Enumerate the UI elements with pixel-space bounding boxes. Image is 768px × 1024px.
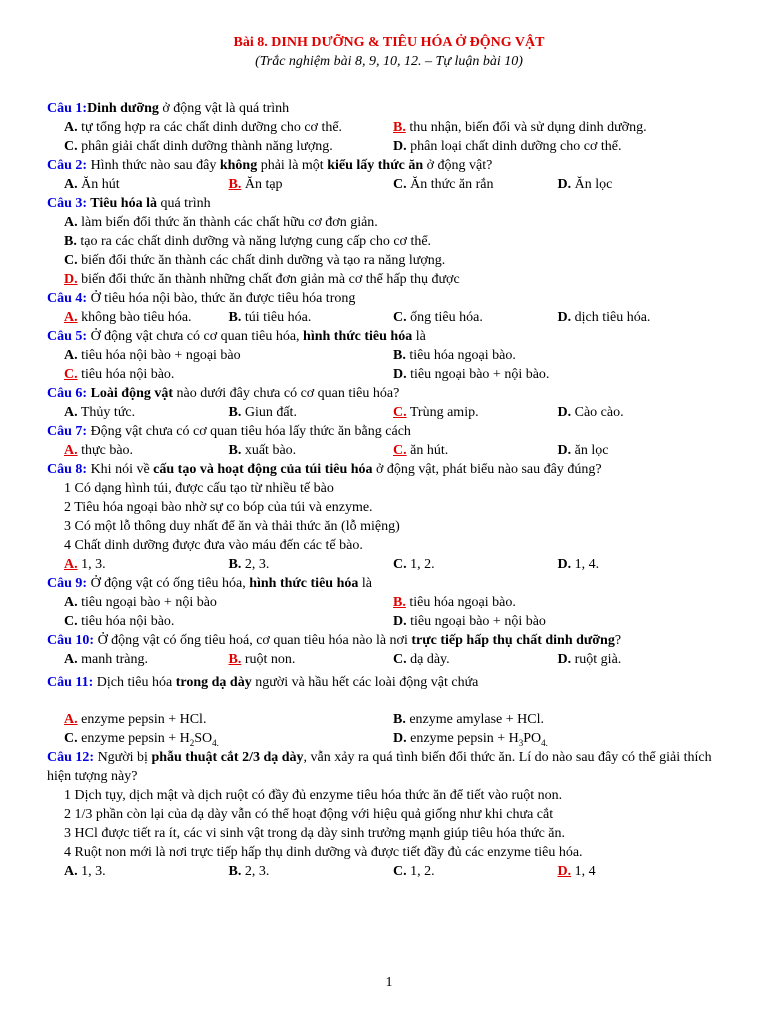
answer-text: làm biến đổi thức ăn thành các chất hữu cơ đơn giản. [77, 215, 378, 230]
answer-letter: C. [64, 614, 78, 629]
question-text [47, 99, 737, 118]
subscript: 3 [518, 737, 524, 748]
answer-letter-correct: D. [557, 864, 572, 879]
question-text [47, 748, 737, 786]
question-fragment: ở động vật là quá trình [158, 101, 290, 116]
question-label: Câu 5: [47, 329, 88, 344]
answer-text: Trùng amip. [406, 405, 479, 420]
question-block [47, 631, 737, 669]
answer-row [47, 862, 737, 881]
answer-row [47, 365, 737, 384]
question-fragment: Ở động vật có ống tiêu hoá, cơ quan tiêu hóa nào là nơi [94, 633, 412, 648]
question-fragment: ? [614, 633, 622, 648]
question-text [47, 631, 737, 650]
answer-text: dạ dày. [406, 652, 450, 667]
answer-option[interactable] [229, 441, 394, 460]
answer-row [47, 137, 737, 156]
answer-text: 1, 2. [406, 557, 435, 572]
answer-text: phân loại chất dinh dưỡng cho cơ thể. [406, 139, 622, 154]
answer-letter-correct: B. [228, 652, 242, 667]
answer-row [47, 729, 737, 748]
statement-item: 3 Có một lỗ thông duy nhất để ăn và thải thức ăn (lỗ miệng) [64, 519, 400, 534]
answer-text: tự tổng hợp ra các chất dinh dưỡng cho cơ thể. [77, 120, 343, 135]
question-fragment: ở động vật? [423, 158, 493, 173]
question-label: Câu 7: [47, 424, 88, 439]
answer-option[interactable] [393, 729, 722, 748]
question-label: Câu 9: [47, 576, 88, 591]
answer-letter: A. [64, 215, 78, 230]
answer-option[interactable] [393, 593, 722, 612]
answer-option[interactable] [393, 403, 558, 422]
answer-row [47, 441, 737, 460]
statement-item: 4 Chất dinh dưỡng được đưa vào máu đến các tế bào. [64, 538, 363, 553]
answer-letter: A. [64, 405, 78, 420]
answer-letter-correct: A. [64, 310, 78, 325]
answer-text: thu nhận, biến đổi và sử dụng dinh dưỡng. [405, 120, 647, 135]
answer-option[interactable] [64, 270, 460, 289]
question-keyword: trong dạ dày [175, 675, 252, 690]
answer-option[interactable] [64, 710, 393, 729]
answer-text: ruột non. [241, 652, 296, 667]
answer-text: Giun đất. [241, 405, 297, 420]
answer-option[interactable] [64, 346, 393, 365]
question-block [47, 194, 737, 289]
question-keyword: cấu tạo và hoạt động của túi tiêu hóa [153, 462, 373, 477]
answer-letter: D. [557, 177, 572, 192]
question-fragment: ở động vật, phát biểu nào sau đây đúng? [372, 462, 602, 477]
answer-letter: D. [393, 139, 407, 154]
answer-option[interactable] [393, 137, 722, 156]
answer-letter: A. [64, 595, 78, 610]
question-fragment: Dịch tiêu hóa [93, 675, 176, 690]
answer-option[interactable] [64, 403, 229, 422]
answer-option[interactable] [64, 251, 445, 270]
answer-option[interactable] [393, 862, 558, 881]
answer-option[interactable] [64, 612, 393, 631]
answer-text: ăn lọc [571, 443, 609, 458]
answer-letter: B. [64, 234, 77, 249]
answer-letter-correct: C. [393, 443, 407, 458]
question-fragment: Động vật chưa có cơ quan tiêu hóa lấy thức ăn bằng cách [87, 424, 411, 439]
answer-option[interactable] [64, 175, 229, 194]
answer-option[interactable] [558, 308, 723, 327]
statement-item: 1 Có dạng hình túi, được cấu tạo từ nhiều tế bào [64, 481, 334, 496]
question-keyword: hình thức tiêu hóa [303, 329, 413, 344]
question-text [47, 460, 737, 479]
answer-option[interactable] [558, 441, 723, 460]
question-keyword: Dinh dưỡng [87, 101, 159, 116]
question-block [47, 99, 737, 156]
answer-text: 1, 3. [77, 864, 106, 879]
question-label: Câu 11: [47, 675, 94, 690]
answer-row [47, 232, 737, 251]
answer-text: enzyme amylase + HCl. [405, 712, 544, 727]
answer-text: enzyme pepsin + H [77, 731, 190, 746]
answer-letter: D. [393, 731, 407, 746]
question-fragment: là [412, 329, 426, 344]
question-label: Câu 6: [47, 386, 88, 401]
question-fragment: Ở động vật có ống tiêu hóa, [87, 576, 250, 591]
answer-option[interactable] [558, 403, 723, 422]
answer-option[interactable] [558, 862, 723, 881]
answer-text: Ăn hút [77, 177, 120, 192]
answer-text: tạo ra các chất dinh dưỡng và năng lượng cung cấp cho cơ thể. [76, 234, 432, 249]
answer-letter-correct: B. [393, 120, 406, 135]
answer-text: phân giải chất dinh dưỡng thành năng lượng. [77, 139, 333, 154]
answer-option[interactable] [64, 118, 393, 137]
answer-text: biến đổi thức ăn thành những chất đơn giản mà cơ thể hấp thụ được [77, 272, 460, 287]
question-keyword: kiểu lấy thức ăn [327, 158, 424, 173]
question-block [47, 574, 737, 631]
answer-text: 1, 3. [77, 557, 106, 572]
question-label: Câu 8: [47, 462, 88, 477]
answer-option[interactable] [558, 555, 723, 574]
answer-letter: A. [64, 348, 78, 363]
question-block [47, 384, 737, 422]
question-block [47, 422, 737, 460]
question-block [47, 156, 737, 194]
question-text [47, 574, 737, 593]
answer-letter: D. [393, 367, 407, 382]
answer-option[interactable] [64, 308, 229, 327]
answer-letter: D. [557, 557, 572, 572]
answer-letter: A. [64, 177, 78, 192]
question-label: Câu 12: [47, 750, 95, 765]
answer-option[interactable] [64, 365, 393, 384]
answer-text: ăn hút. [406, 443, 449, 458]
question-fragment: Người bị [94, 750, 152, 765]
answer-text: tiêu hóa nội bào + ngoại bào [77, 348, 241, 363]
answer-letter: D. [557, 310, 572, 325]
answer-letter: D. [557, 405, 572, 420]
question-keyword: Tiêu hóa là [87, 196, 157, 211]
question-label: Câu 4: [47, 291, 88, 306]
answer-letter: D. [557, 443, 572, 458]
answer-option[interactable] [393, 710, 722, 729]
question-text [47, 327, 737, 346]
page-subtitle: (Trắc nghiệm bài 8, 9, 10, 12. – Tự luận bài 10) [255, 54, 523, 69]
subscript: 2 [189, 737, 195, 748]
question-keyword: trực tiếp hấp thụ chất dinh dưỡng [411, 633, 615, 648]
answer-text: ống tiêu hóa. [406, 310, 483, 325]
question-fragment: phải là một [257, 158, 328, 173]
answer-letter: D. [557, 652, 572, 667]
answer-letter-correct: B. [393, 595, 406, 610]
answer-row [47, 650, 737, 669]
question-text [47, 289, 737, 308]
answer-letter: B. [393, 348, 406, 363]
question-keyword: Loài động vật [87, 386, 174, 401]
question-fragment: , vẫn xảy ra quá tình biến đổi thức ăn. Lí do nào sau đây có thể giải thích hiện tượng này? [47, 750, 712, 784]
answer-option[interactable] [393, 118, 722, 137]
answer-text: 1, 4. [571, 557, 600, 572]
answer-row [47, 118, 737, 137]
answer-letter-correct: D. [64, 272, 78, 287]
question-label: Câu 3: [47, 196, 88, 211]
answer-row [47, 346, 737, 365]
answer-letter-correct: B. [228, 177, 242, 192]
question-text [47, 422, 737, 441]
question-fragment: Khi nói về [87, 462, 154, 477]
answer-option[interactable] [229, 308, 394, 327]
answer-text: 2, 3. [241, 557, 270, 572]
question-fragment: Hình thức nào sau đây [87, 158, 220, 173]
question-text [47, 194, 737, 213]
answer-option[interactable] [393, 308, 558, 327]
answer-text: dịch tiêu hóa. [571, 310, 651, 325]
answer-row [47, 308, 737, 327]
question-block [47, 673, 737, 748]
subscript: 4. [541, 737, 548, 748]
answer-letter: C. [393, 652, 407, 667]
answer-letter: B. [393, 712, 406, 727]
answer-option[interactable] [229, 175, 394, 194]
answer-option[interactable] [229, 403, 394, 422]
answer-letter: B. [228, 864, 242, 879]
statement-item: 3 HCl được tiết ra ít, các vi sinh vật trong dạ dày sinh trưởng mạnh giúp tiêu hóa thức ăn. [64, 826, 566, 841]
answer-letter: C. [393, 310, 407, 325]
question-label: Câu 2: [47, 158, 88, 173]
page-number: 1 [385, 975, 393, 990]
answer-letter-correct: A. [64, 557, 78, 572]
answer-letter: C. [64, 139, 78, 154]
answer-option[interactable] [64, 555, 229, 574]
answer-letter: B. [228, 310, 242, 325]
answer-text: SO [194, 731, 213, 746]
answer-letter: A. [64, 652, 78, 667]
question-block [47, 327, 737, 384]
question-fragment: Ở tiêu hóa nội bào, thức ăn được tiêu hóa trong [87, 291, 356, 306]
answer-row [47, 213, 737, 232]
question-fragment: Ở động vật chưa có cơ quan tiêu hóa, [87, 329, 304, 344]
question-keyword: phẫu thuật cắt 2/3 dạ dày [151, 750, 304, 765]
question-keyword: hình thức tiêu hóa [249, 576, 359, 591]
answer-letter: B. [228, 557, 242, 572]
answer-text: biến đổi thức ăn thành các chất dinh dưỡng và tạo ra năng lượng. [77, 253, 446, 268]
answer-text: không bào tiêu hóa. [77, 310, 192, 325]
statement-item: 1 Dịch tụy, dịch mật và dịch ruột có đầy đủ enzyme tiêu hóa thức ăn để tiết vào ruột non. [64, 788, 563, 803]
answer-text: túi tiêu hóa. [241, 310, 312, 325]
answer-letter-correct: A. [64, 443, 78, 458]
answer-option[interactable] [229, 650, 394, 669]
answer-text: tiêu hóa ngoại bào. [405, 595, 516, 610]
statement-item: 2 Tiêu hóa ngoại bào nhờ sự co bóp của túi và enzyme. [64, 500, 373, 515]
question-keyword: không [219, 158, 258, 173]
answer-text: 1, 2. [406, 864, 435, 879]
answer-text: tiêu hóa ngoại bào. [405, 348, 516, 363]
question-block [47, 748, 737, 881]
answer-letter: C. [64, 253, 78, 268]
answer-option[interactable] [558, 650, 723, 669]
question-list [47, 99, 737, 881]
answer-letter: C. [64, 731, 78, 746]
answer-text: 2, 3. [241, 864, 270, 879]
question-text [47, 673, 737, 692]
answer-option[interactable] [64, 441, 229, 460]
question-fragment: là [358, 576, 372, 591]
answer-text: PO [523, 731, 542, 746]
answer-text: Thủy tức. [77, 405, 136, 420]
answer-option[interactable] [64, 137, 393, 156]
answer-option[interactable] [64, 213, 378, 232]
answer-row [47, 555, 737, 574]
answer-text: Cào cào. [571, 405, 624, 420]
question-block [47, 289, 737, 327]
question-fragment: quá trình [156, 196, 211, 211]
question-text [47, 384, 737, 403]
answer-letter: C. [393, 177, 407, 192]
answer-letter: C. [393, 864, 407, 879]
answer-text: thực bào. [77, 443, 134, 458]
spacer [47, 692, 737, 710]
answer-option[interactable] [393, 650, 558, 669]
question-block [47, 460, 737, 574]
answer-text: tiêu hóa nội bào. [77, 614, 175, 629]
answer-text: Ăn thức ăn rắn [406, 177, 494, 192]
answer-option[interactable] [64, 593, 393, 612]
answer-letter: B. [228, 405, 242, 420]
answer-letter-correct: A. [64, 712, 78, 727]
answer-row [47, 270, 737, 289]
answer-option[interactable] [64, 650, 229, 669]
answer-option[interactable] [393, 346, 722, 365]
answer-row [47, 612, 737, 631]
answer-option[interactable] [64, 232, 431, 251]
answer-text: xuất bào. [241, 443, 297, 458]
statement-item: 4 Ruột non mới là nơi trực tiếp hấp thụ dinh dưỡng và được tiết đầy đủ các enzyme tiêu hóa. [64, 845, 583, 860]
answer-text: tiêu hóa nội bào. [77, 367, 175, 382]
question-fragment: nào dưới đây chưa có cơ quan tiêu hóa? [173, 386, 400, 401]
page-title: Bài 8. DINH DƯỠNG & TIÊU HÓA Ở ĐỘNG VẬT [233, 35, 545, 50]
answer-text: enzyme pepsin + HCl. [77, 712, 207, 727]
question-text [47, 156, 737, 175]
question-label: Câu 1: [47, 101, 88, 116]
answer-letter: B. [228, 443, 242, 458]
answer-text: tiêu ngoại bào + nội bào. [406, 367, 550, 382]
subscript: 4. [212, 737, 219, 748]
answer-letter: C. [393, 557, 407, 572]
answer-option[interactable] [229, 555, 394, 574]
answer-text: tiêu ngoại bào + nội bào [77, 595, 217, 610]
answer-text: ruột già. [571, 652, 622, 667]
answer-text: enzyme pepsin + H [406, 731, 519, 746]
statement-item: 2 1/3 phần còn lại của dạ dày vẫn có thể hoạt động với hiệu quả giống như khi chưa cắt [64, 807, 554, 822]
answer-letter: A. [64, 864, 78, 879]
question-fragment: người và hầu hết các loài động vật chứa [251, 675, 479, 690]
answer-option[interactable] [64, 729, 393, 748]
answer-option[interactable] [393, 441, 558, 460]
answer-text: Ăn tạp [241, 177, 283, 192]
answer-text: manh tràng. [77, 652, 148, 667]
answer-row [47, 710, 737, 729]
answer-option[interactable] [558, 175, 723, 194]
answer-letter-correct: C. [64, 367, 78, 382]
answer-letter: A. [64, 120, 78, 135]
answer-row [47, 251, 737, 270]
answer-text: tiêu ngoại bào + nội bào [406, 614, 546, 629]
answer-text: Ăn lọc [571, 177, 613, 192]
answer-option[interactable] [393, 555, 558, 574]
question-label: Câu 10: [47, 633, 95, 648]
answer-option[interactable] [64, 862, 229, 881]
answer-text: 1, 4 [571, 864, 596, 879]
answer-row [47, 403, 737, 422]
answer-option[interactable] [229, 862, 394, 881]
answer-row [47, 175, 737, 194]
answer-option[interactable] [393, 612, 722, 631]
answer-option[interactable] [393, 365, 722, 384]
answer-letter: D. [393, 614, 407, 629]
answer-option[interactable] [393, 175, 558, 194]
answer-letter-correct: C. [393, 405, 407, 420]
answer-row [47, 593, 737, 612]
